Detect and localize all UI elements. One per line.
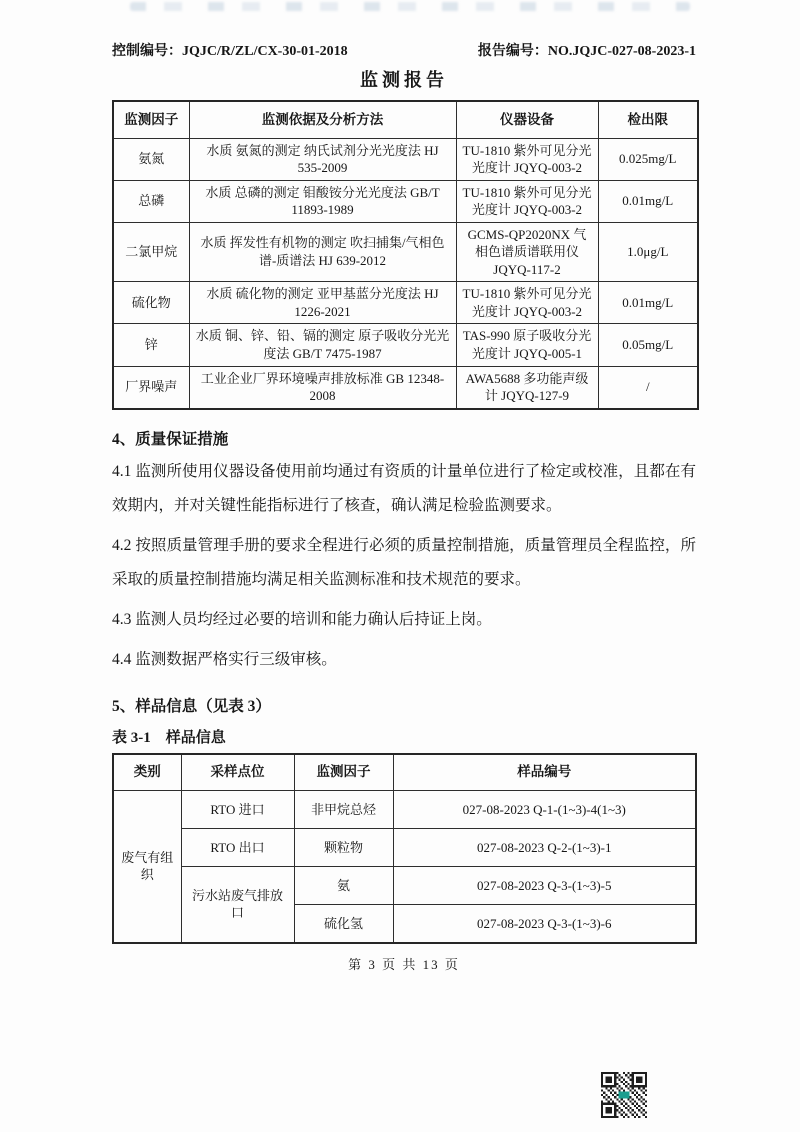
cell-limit: / bbox=[598, 366, 698, 409]
cell-factor: 硫化物 bbox=[113, 282, 189, 324]
cell-factor: 硫化氢 bbox=[294, 905, 393, 943]
table-row bbox=[113, 222, 698, 282]
sample-table-caption: 表 3-1 样品信息 bbox=[112, 729, 226, 746]
cell-instrument: TU-1810 紫外可见分光光度计 JQYQ-003-2 bbox=[456, 282, 598, 324]
cell-point: RTO 出口 bbox=[181, 829, 294, 867]
cell-sample-no: 027-08-2023 Q-3-(1~3)-6 bbox=[393, 905, 696, 943]
page-footer: 第 3 页 共 13 页 bbox=[348, 956, 460, 972]
sample-table bbox=[112, 753, 697, 944]
monitoring-table bbox=[112, 100, 699, 410]
header-cell-point: 采样点位 bbox=[181, 754, 294, 791]
table-header-row bbox=[113, 754, 696, 791]
paragraph-4-2: 4.2 按照质量管理手册的要求全程进行必须的质量控制措施，质量管理员全程监控，所采取的质量控制措施均满足相关监测标准和技术规范的要求。 bbox=[112, 536, 696, 588]
header-cell-factor: 监测因子 bbox=[113, 101, 189, 138]
scan-artifact bbox=[130, 2, 690, 11]
cell-limit: 1.0μg/L bbox=[598, 222, 698, 282]
cell-factor: 锌 bbox=[113, 324, 189, 366]
header-cell-sample-no: 样品编号 bbox=[393, 754, 696, 791]
page-title: 监测报告 bbox=[360, 70, 448, 90]
header-cell-factor: 监测因子 bbox=[294, 754, 393, 791]
control-number bbox=[112, 40, 348, 60]
report-number bbox=[478, 40, 696, 60]
cell-category: 废气有组织 bbox=[113, 791, 181, 943]
control-number-value: JQJC/R/ZL/CX-30-01-2018 bbox=[182, 44, 348, 59]
doc-header bbox=[112, 40, 696, 60]
cell-limit: 0.01mg/L bbox=[598, 282, 698, 324]
paragraph-4-3: 4.3 监测人员均经过必要的培训和能力确认后持证上岗。 bbox=[112, 610, 492, 628]
cell-method: 水质 氨氮的测定 纳氏试剂分光光度法 HJ 535-2009 bbox=[189, 138, 456, 180]
cell-factor: 二氯甲烷 bbox=[113, 222, 189, 282]
cell-factor: 总磷 bbox=[113, 180, 189, 222]
table-row bbox=[113, 867, 696, 905]
table-row bbox=[113, 180, 698, 222]
table-row bbox=[113, 324, 698, 366]
control-number-label: 控制编号： bbox=[112, 44, 182, 59]
paragraph-4-1: 4.1 监测所使用仪器设备使用前均通过有资质的计量单位进行了检定或校准，且都在有效期内，并对关键性能指标进行了核查，确认满足检验监测要求。 bbox=[112, 462, 696, 514]
cell-factor: 厂界噪声 bbox=[113, 366, 189, 409]
cell-limit: 0.01mg/L bbox=[598, 180, 698, 222]
cell-limit: 0.025mg/L bbox=[598, 138, 698, 180]
cell-sample-no: 027-08-2023 Q-3-(1~3)-5 bbox=[393, 867, 696, 905]
cell-factor: 非甲烷总烃 bbox=[294, 791, 393, 829]
header-cell-method: 监测依据及分析方法 bbox=[189, 101, 456, 138]
cell-instrument: TU-1810 紫外可见分光光度计 JQYQ-003-2 bbox=[456, 138, 598, 180]
table-row bbox=[113, 829, 696, 867]
cell-factor: 氨氮 bbox=[113, 138, 189, 180]
table-row bbox=[113, 138, 698, 180]
table-row bbox=[113, 366, 698, 409]
header-cell-instrument: 仪器设备 bbox=[456, 101, 598, 138]
cell-sample-no: 027-08-2023 Q-1-(1~3)-4(1~3) bbox=[393, 791, 696, 829]
table-row bbox=[113, 282, 698, 324]
cell-sample-no: 027-08-2023 Q-2-(1~3)-1 bbox=[393, 829, 696, 867]
cell-instrument: TAS-990 原子吸收分光光度计 JQYQ-005-1 bbox=[456, 324, 598, 366]
report-number-label: 报告编号： bbox=[477, 44, 548, 59]
cell-factor: 氨 bbox=[294, 867, 393, 905]
cell-limit: 0.05mg/L bbox=[598, 324, 698, 366]
cell-factor: 颗粒物 bbox=[294, 829, 393, 867]
cell-instrument: TU-1810 紫外可见分光光度计 JQYQ-003-2 bbox=[456, 180, 598, 222]
cell-method: 水质 铜、锌、铅、镉的测定 原子吸收分光光度法 GB/T 7475-1987 bbox=[189, 324, 456, 366]
table-header-row bbox=[113, 101, 698, 138]
cell-method: 工业企业厂界环境噪声排放标准 GB 12348-2008 bbox=[189, 366, 456, 409]
paragraph-4-4: 4.4 监测数据严格实行三级审核。 bbox=[112, 650, 337, 668]
header-cell-limit: 检出限 bbox=[598, 101, 698, 138]
cell-method: 水质 硫化物的测定 亚甲基蓝分光度法 HJ 1226-2021 bbox=[189, 282, 456, 324]
table-row bbox=[113, 791, 696, 829]
cell-point: RTO 进口 bbox=[181, 791, 294, 829]
report-number-value: NO.JQJC-027-08-2023-1 bbox=[547, 44, 696, 59]
qr-code bbox=[601, 1072, 647, 1118]
section4-heading: 4、质量保证措施 bbox=[112, 430, 229, 448]
cell-instrument: AWA5688 多功能声级计 JQYQ-127-9 bbox=[456, 366, 598, 409]
cell-method: 水质 总磷的测定 钼酸铵分光光度法 GB/T 11893-1989 bbox=[189, 180, 456, 222]
section5-heading: 5、样品信息（见表 3） bbox=[112, 697, 271, 715]
cell-instrument: GCMS-QP2020NX 气相色谱质谱联用仪 JQYQ-117-2 bbox=[456, 222, 598, 282]
cell-point: 污水站废气排放口 bbox=[181, 867, 294, 943]
header-cell-category: 类别 bbox=[113, 754, 181, 791]
cell-method: 水质 挥发性有机物的测定 吹扫捕集/气相色谱-质谱法 HJ 639-2012 bbox=[189, 222, 456, 282]
